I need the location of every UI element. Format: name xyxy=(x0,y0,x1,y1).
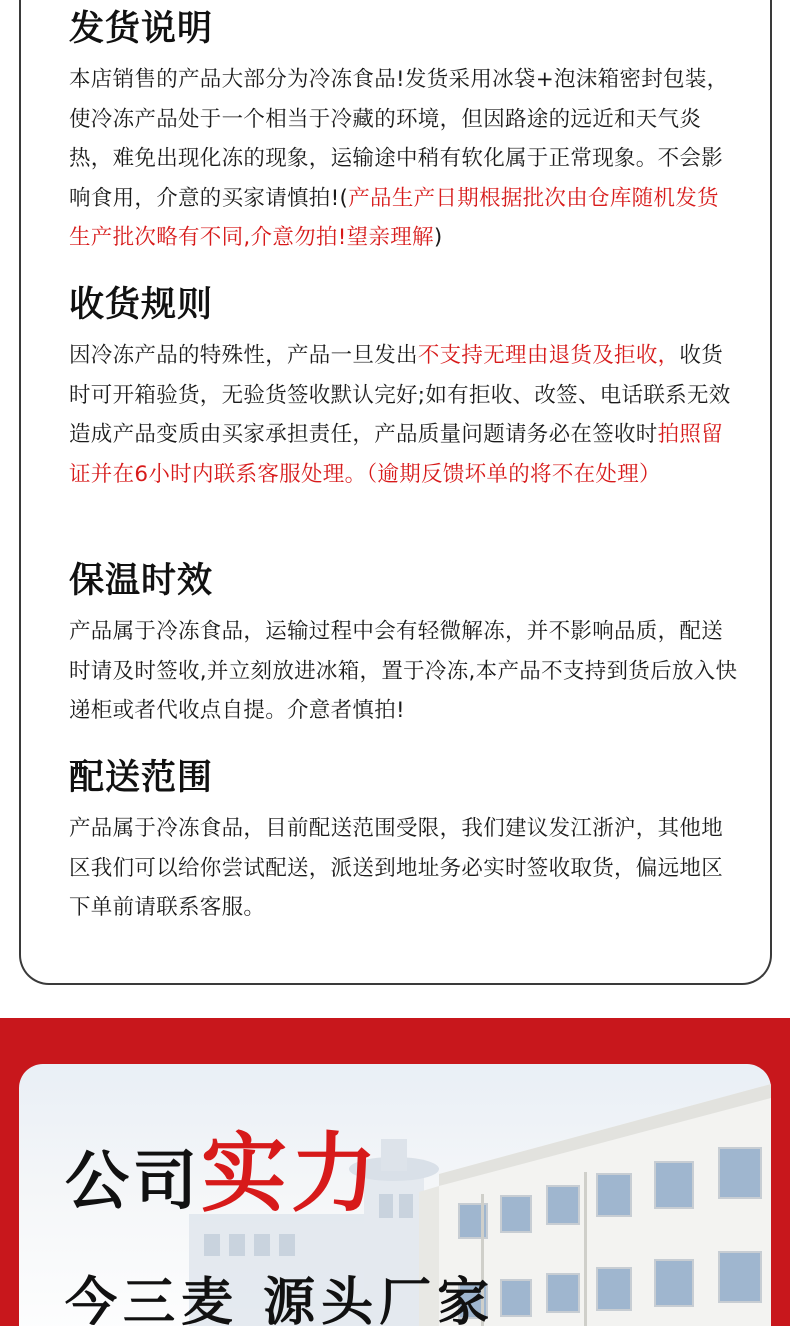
warming-title: 保温时效 xyxy=(69,561,214,601)
company-photo-panel xyxy=(19,1064,771,1326)
headline-accent: 实力 xyxy=(201,1124,381,1224)
delivery-text: 产品属于冷冻食品，目前配送范围受限，我们建议发江浙沪，其他地区我们可以给你尝试配送，派送到地址务必实时签收取货，偏远地区下单前请联系客服。 xyxy=(69,816,724,920)
receiving-body-mid: 收货时可开箱验货，无验货签收默认完好;如有拒收、改签、电话联系无效造成产品变质由买家承担责任，产品质量问题请务必在签收时 xyxy=(69,343,731,447)
shipping-title: 发货说明 xyxy=(69,9,214,49)
shipping-tail: ) xyxy=(433,225,443,250)
receiving-body-start: 因冷冻产品的特殊性，产品一旦发出 xyxy=(69,343,418,368)
receiving-text xyxy=(69,336,740,494)
shipping-section xyxy=(69,6,740,258)
delivery-section xyxy=(69,755,740,928)
warming-section xyxy=(69,558,740,731)
headline-prefix: 公司 xyxy=(65,1145,201,1219)
company-banner xyxy=(0,1018,790,1326)
company-subline: 今三麦 源头厂家 xyxy=(65,1273,496,1326)
info-card xyxy=(19,0,772,985)
receiving-title: 收货规则 xyxy=(69,285,214,325)
warming-text: 产品属于冷冻食品，运输过程中会有轻微解冻，并不影响品质，配送时请及时签收,并立刻放进冰箱，置于冷冻,本产品不支持到货后放入快递柜或者代收点自提。介意者慎拍! xyxy=(69,619,738,723)
shipping-highlight: 产品生产日期根据批次由仓库随机发货生产批次略有不同,介意勿拍!望亲理解 xyxy=(69,185,719,250)
delivery-title: 配送范围 xyxy=(69,758,214,798)
receiving-section xyxy=(69,282,740,494)
receiving-highlight-2: 拍照留证并在6小时内联系客服处理。（逾期反馈坏单的将不在处理） xyxy=(69,422,724,487)
company-headline xyxy=(65,1124,381,1224)
shipping-body: 本店销售的产品大部分为冷冻食品!发货采用冰袋+泡沫箱密封包装，使冷冻产品处于一个相当于冷藏的环境，但因路途的远近和天气炎热，难免出现化冻的现象，运输途中稍有软化属于正常现象。不会影响食用，介意的买家请慎拍!( xyxy=(69,67,729,211)
receiving-highlight-1: 不支持无理由退货及拒收， xyxy=(417,343,680,368)
shipping-text xyxy=(69,60,740,258)
